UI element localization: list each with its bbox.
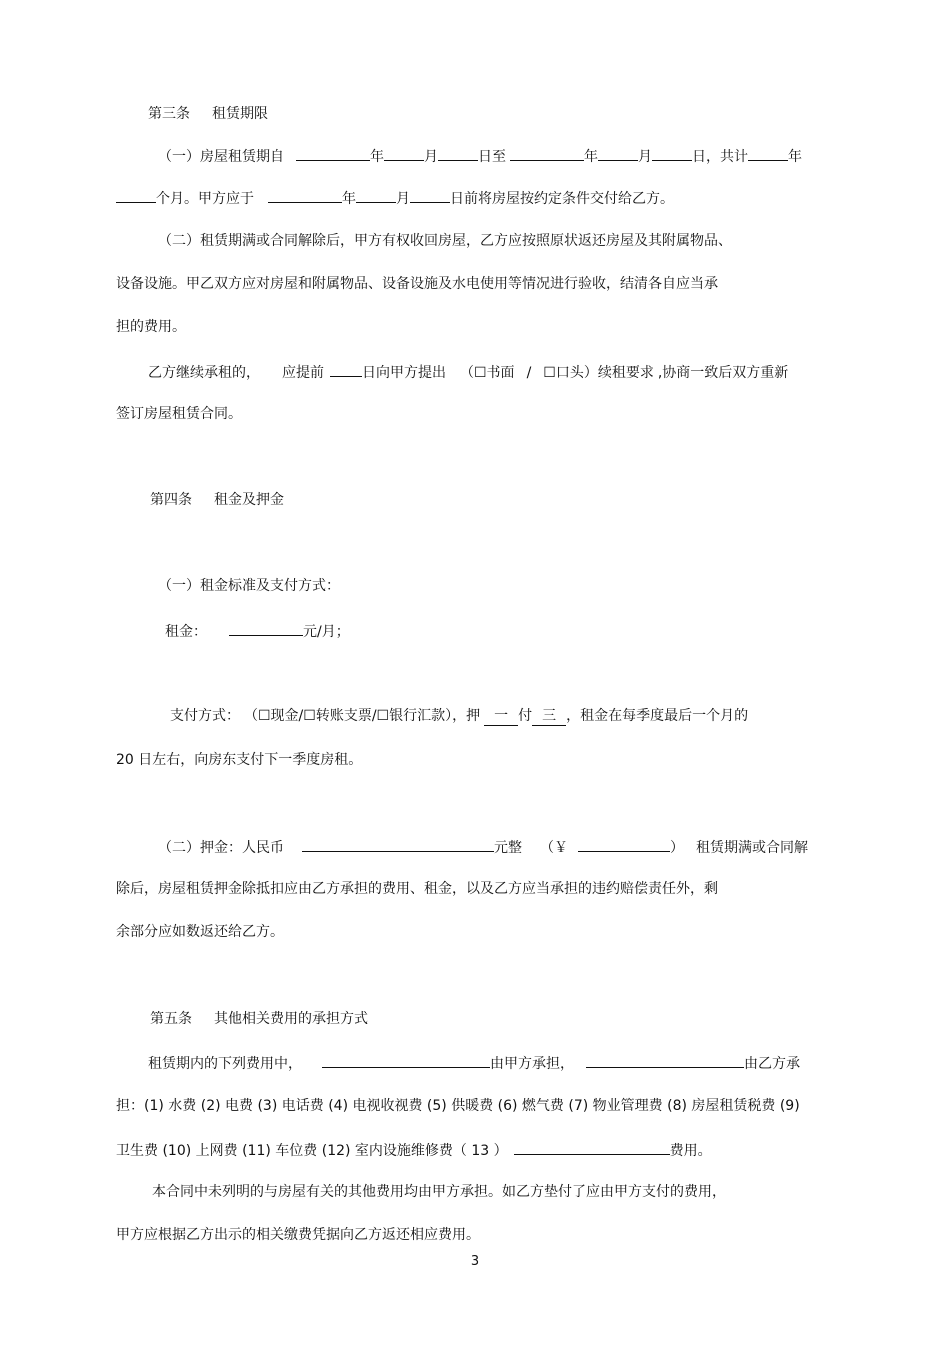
other-fees-blank[interactable]: [514, 1139, 670, 1155]
start-year-blank[interactable]: [296, 145, 370, 161]
month-text: 月: [424, 149, 438, 165]
rent-amount-blank[interactable]: [229, 620, 303, 636]
day-total-text: 日，共计: [692, 149, 748, 165]
deposit-paren-close: ）: [670, 840, 684, 856]
end-month-blank[interactable]: [598, 145, 638, 161]
article-5-note-line-2: 甲方应根据乙方出示的相关缴费凭据向乙方返还相应费用。: [116, 1227, 480, 1243]
total-months-blank[interactable]: [116, 187, 156, 203]
deposit-line-3: 余部分应如数返还给乙方。: [116, 924, 284, 940]
payment-methods: （☐现金/☐转账支票/☐银行汇款），押: [244, 708, 481, 724]
party-a-bears-text: 由甲方承担，: [490, 1056, 574, 1072]
party-a-fees-blank[interactable]: [322, 1052, 490, 1068]
party-b-bears-text: 由乙方承: [744, 1056, 800, 1072]
renewal-line-2: 签订房屋租赁合同。: [116, 406, 242, 422]
article-3-clause-2-line-3: 担的费用。: [116, 319, 186, 335]
end-year-blank[interactable]: [510, 145, 584, 161]
month-text: 月: [638, 149, 652, 165]
month-text: 月: [396, 191, 410, 207]
renewal-rest: 日向甲方提出: [362, 365, 446, 381]
rent-unit: 元/月；: [303, 624, 350, 640]
year-text: 年: [370, 149, 384, 165]
article-4-heading: [150, 490, 284, 510]
article-5-note-line-1: 本合同中未列明的与房屋有关的其他费用均由甲方承担。如乙方垫付了应由甲方支付的费用，: [152, 1184, 726, 1200]
handover-year-blank[interactable]: [268, 187, 342, 203]
rent-line: [165, 620, 350, 640]
renewal-start: 乙方继续承租的，: [148, 365, 260, 381]
year-text: 年: [788, 149, 802, 165]
payment-line-2: 20 日左右，向房东支付下一季度房租。: [116, 752, 363, 768]
pay-word: 付: [518, 708, 533, 724]
article-3-clause-1-line-2: [116, 187, 674, 207]
article-3-clause-1-line-1: [158, 145, 802, 165]
handover-text: 日前将房屋按约定条件交付给乙方。: [450, 191, 674, 207]
clause-label: （一）房屋租赁期自: [158, 149, 284, 165]
day-to-text: 日至: [478, 149, 506, 165]
deposit-label: （二）押金：人民币: [158, 840, 284, 856]
total-years-blank[interactable]: [748, 145, 788, 161]
fees-intro: 租赁期内的下列费用中，: [148, 1056, 302, 1072]
end-day-blank[interactable]: [652, 145, 692, 161]
deposit-tail: 租赁期满或合同解: [696, 840, 808, 856]
year-text: 年: [584, 149, 598, 165]
start-day-blank[interactable]: [438, 145, 478, 161]
renewal-tail: ,协商一致后双方重新: [657, 365, 789, 381]
article-5-line-1: [148, 1052, 800, 1072]
article-3-title: 租赁期限: [212, 106, 268, 122]
article-3-heading: [148, 104, 268, 124]
pay-months-value[interactable]: 三: [532, 707, 566, 726]
article-4-title: 租金及押金: [214, 492, 284, 508]
deposit-paren-open: （￥: [540, 840, 568, 856]
handover-day-blank[interactable]: [410, 187, 450, 203]
deposit-unit: 元整: [494, 840, 522, 856]
renewal-line-1: [148, 361, 788, 381]
page-number: 3: [470, 1254, 480, 1269]
renewal-days-blank[interactable]: [330, 361, 362, 377]
fees-word: 费用。: [669, 1143, 712, 1159]
verbal-option: ☐口头）续租要求: [543, 365, 654, 381]
article-5-line-2: 担：(1) 水费 (2) 电费 (3) 电话费 (4) 电视收视费 (5) 供暖费 (6) 燃气费 (7) 物业管理费 (8) 房屋租赁税费 (9): [116, 1098, 800, 1114]
rent-label: 租金：: [165, 624, 207, 640]
year-text: 年: [342, 191, 356, 207]
article-5-title: 其他相关费用的承担方式: [214, 1011, 368, 1027]
article-4-clause-1-title: （一）租金标准及支付方式：: [158, 578, 340, 594]
party-b-fees-blank[interactable]: [586, 1052, 744, 1068]
deposit-amount-blank[interactable]: [302, 836, 494, 852]
deposit-figure-blank[interactable]: [578, 836, 670, 852]
payment-label: 支付方式：: [170, 708, 240, 724]
article-5-line-3: [116, 1139, 712, 1159]
start-month-blank[interactable]: [384, 145, 424, 161]
option-slash: /: [526, 365, 532, 381]
article-4-number: 第四条: [150, 492, 192, 508]
article-3-number: 第三条: [148, 106, 190, 122]
deposit-months-value[interactable]: 一: [484, 707, 518, 726]
payment-tail: ，租金在每季度最后一个月的: [566, 708, 749, 724]
article-5-number: 第五条: [150, 1011, 192, 1027]
article-5-heading: [150, 1009, 368, 1029]
handover-month-blank[interactable]: [356, 187, 396, 203]
fee-list-end: 卫生费 (10) 上网费 (11) 车位费 (12) 室内设施维修费（ 13 ）: [116, 1143, 508, 1159]
renewal-advance: 应提前: [282, 365, 324, 381]
deposit-line-2: 除后，房屋租赁押金除抵扣应由乙方承担的费用、租金，以及乙方应当承担的违约赔偿责任外，剩: [116, 881, 718, 897]
months-text: 个月。甲方应于: [156, 191, 254, 207]
deposit-line-1: [158, 836, 808, 856]
article-3-clause-2-line-2: 设备设施。甲乙双方应对房屋和附属物品、设备设施及水电使用等情况进行验收，结清各自应当承: [116, 276, 718, 292]
payment-line-1: [170, 706, 748, 726]
written-option: （☐书面: [460, 365, 515, 381]
article-3-clause-2-line-1: （二）租赁期满或合同解除后，甲方有权收回房屋，乙方应按照原状返还房屋及其附属物品、: [158, 233, 732, 249]
